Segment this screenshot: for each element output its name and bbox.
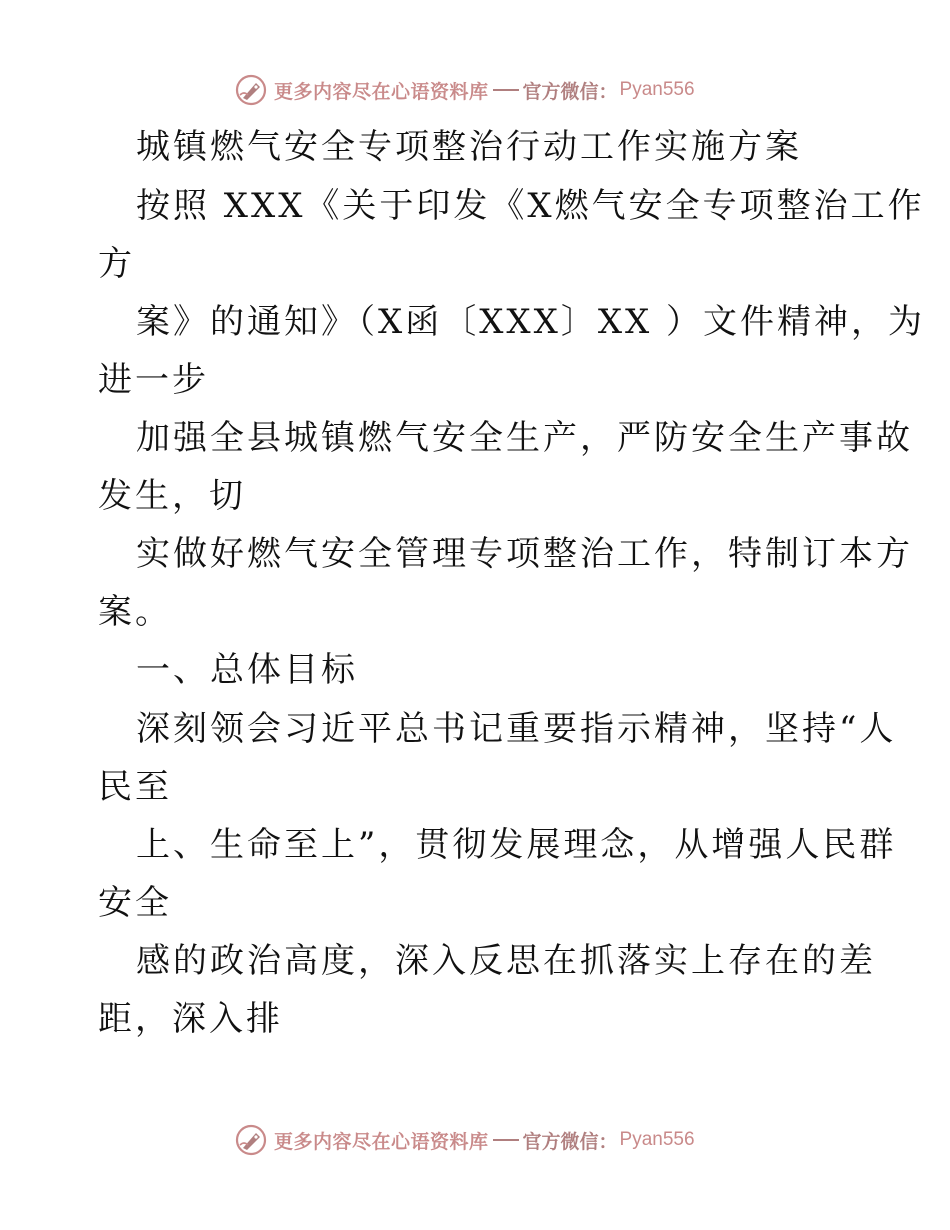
- header-watermark-banner: [234, 70, 714, 110]
- pen-nib-logo-icon: [234, 1123, 268, 1157]
- paragraph-line: 民至: [98, 767, 172, 807]
- paragraph-line: 案》的通知》（X函〔XXX〕XX ）文件精神，为: [136, 302, 926, 342]
- paragraph-line: 上、生命至上”，贯彻发展理念，从增强人民群: [136, 825, 897, 865]
- watermark-promo-text: 更多内容尽在心语资料库: [274, 80, 489, 103]
- footer-watermark-banner: [234, 1120, 714, 1160]
- paragraph-line: 方: [98, 244, 135, 284]
- section-heading: 一、总体目标: [136, 650, 358, 690]
- paragraph-line: 感的政治高度，深入反思在抓落实上存在的差: [136, 941, 876, 981]
- paragraph-line: 距，深入排: [98, 999, 283, 1039]
- watermark-dash: [493, 1139, 519, 1141]
- pen-nib-logo-icon: [234, 73, 268, 107]
- watermark-wechat-id: Pyan556: [619, 79, 695, 100]
- document-title: 城镇燃气安全专项整治行动工作实施方案: [136, 127, 802, 167]
- paragraph-line: 案。: [98, 592, 172, 632]
- paragraph-line: 深刻领会习近平总书记重要指示精神，坚持“人: [136, 709, 897, 749]
- watermark-wechat-id: Pyan556: [619, 1129, 695, 1150]
- paragraph-line: 实做好燃气安全管理专项整治工作，特制订本方: [136, 534, 913, 574]
- paragraph-line: 按照 XXX《关于印发《X燃气安全专项整治工作: [136, 186, 925, 226]
- watermark-wechat-label: 官方微信：: [522, 1130, 618, 1153]
- paragraph-line: 发生，切: [98, 476, 246, 516]
- watermark-wechat-label: 官方微信：: [522, 80, 618, 103]
- paragraph-line: 加强全县城镇燃气安全生产，严防安全生产事故: [136, 418, 913, 458]
- watermark-dash: [493, 89, 519, 91]
- watermark-promo-text: 更多内容尽在心语资料库: [274, 1130, 489, 1153]
- paragraph-line: 进一步: [98, 360, 209, 400]
- paragraph-line: 安全: [98, 883, 172, 923]
